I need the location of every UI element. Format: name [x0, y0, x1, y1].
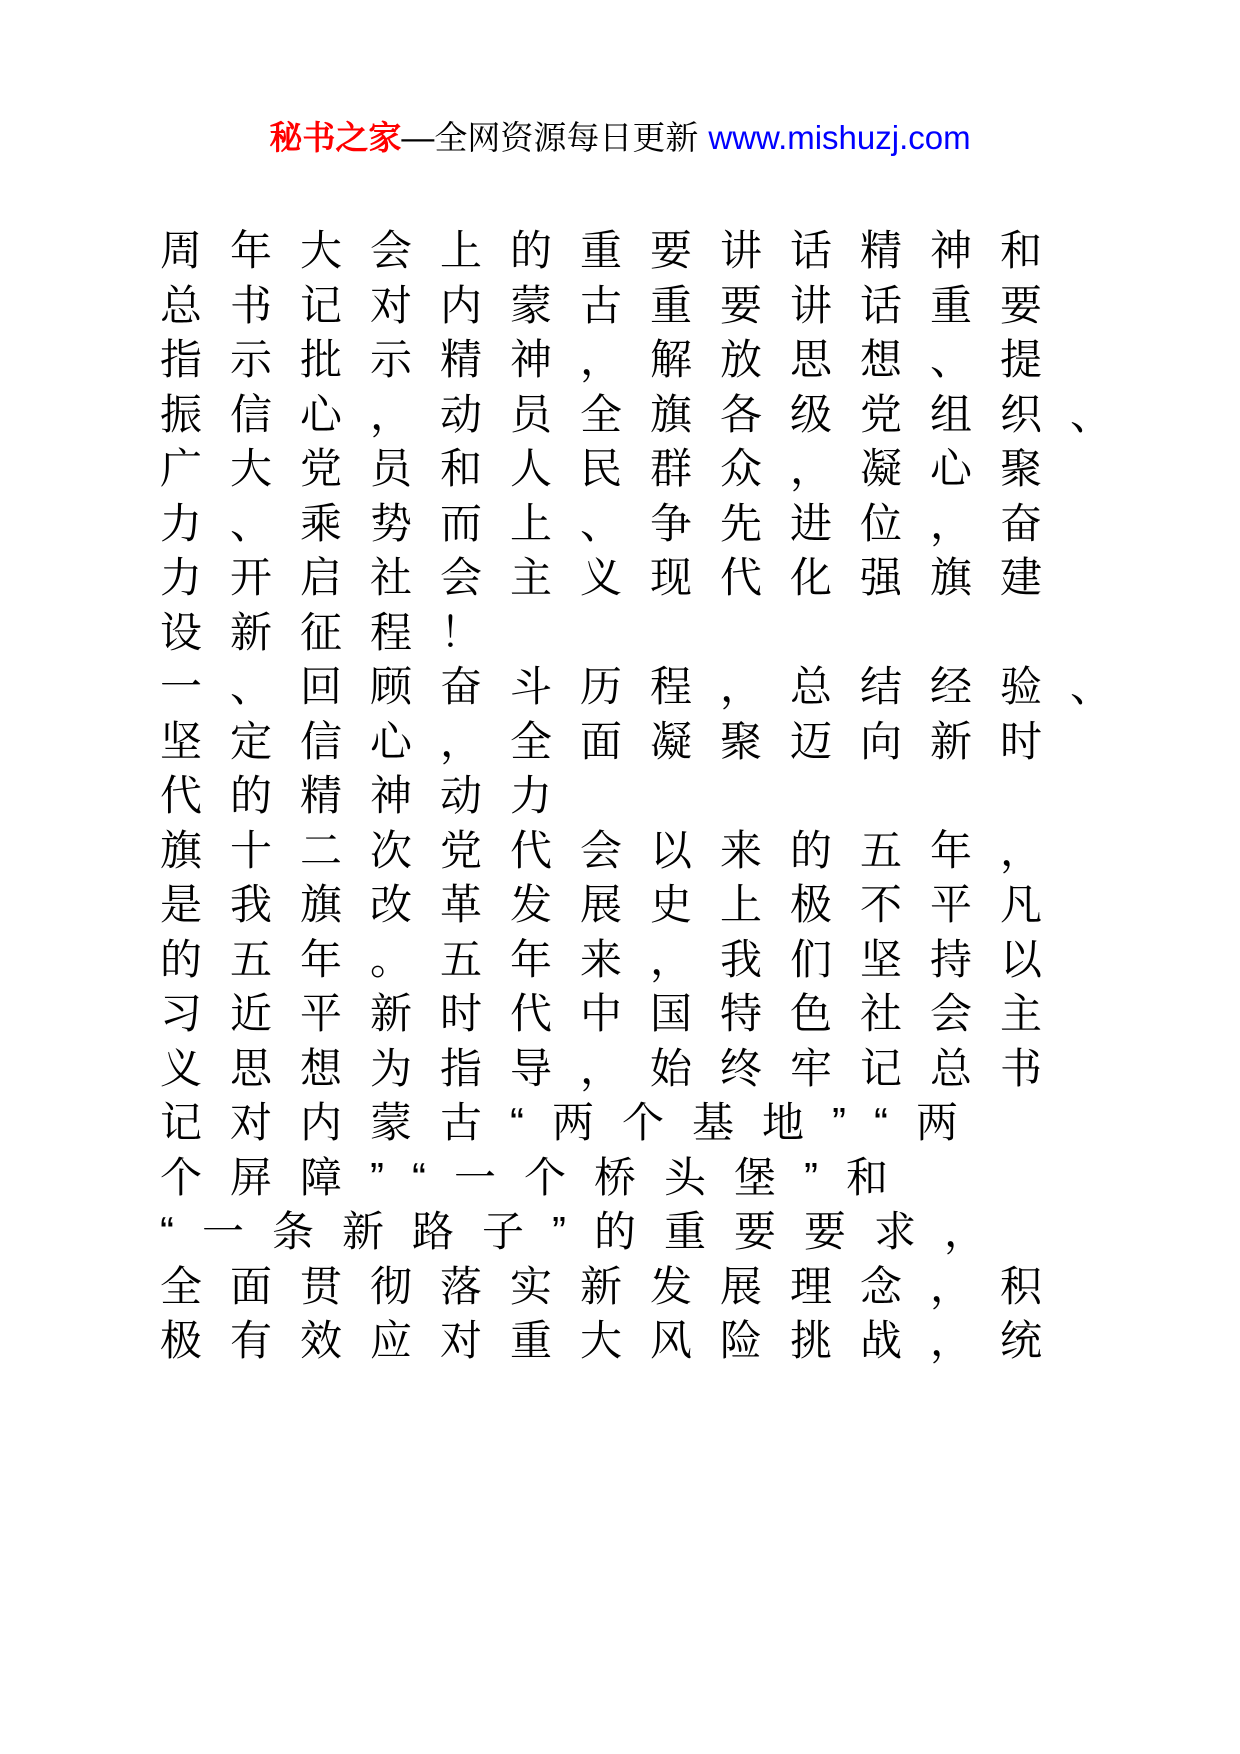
text-line: “一条新路子”的重要要求，: [160, 1208, 1014, 1255]
site-header: [0, 116, 1240, 160]
text-line: 力、乘势而上、争先进位，奋: [160, 499, 1071, 547]
text-line: 力开启社会主义现代化强旗建: [160, 554, 1071, 601]
site-url-link[interactable]: www.mishuzj.com: [708, 119, 971, 156]
text-line: 指示批示精神，解放思想、提: [160, 336, 1071, 383]
text-line: 的五年。五年来，我们坚持以: [160, 935, 1071, 983]
text-line: 设新征程！: [160, 608, 511, 656]
text-line: 习近平新时代中国特色社会主: [160, 990, 1071, 1037]
text-line: 义思想为指导，始终牢记总书: [160, 1044, 1071, 1092]
site-tagline: 全网资源每日更新: [434, 119, 699, 156]
text-line: 全面贯彻落实新发展理念，积: [160, 1262, 1071, 1310]
text-line: 是我旗改革发展史上极不平凡: [160, 881, 1071, 928]
text-line: 坚定信心，全面凝聚迈向新时: [160, 717, 1071, 765]
text-line: 记对内蒙古“两个基地”“两: [160, 1099, 986, 1146]
text-line: 总书记对内蒙古重要讲话重要: [160, 281, 1071, 329]
document-body: [160, 224, 1141, 1369]
text-line: 旗十二次党代会以来的五年，: [160, 826, 1071, 874]
text-line: 代的精神动力: [160, 772, 581, 819]
text-line: 振信心，动员全旗各级党组织、: [160, 390, 1141, 438]
text-line: 广大党员和人民群众，凝心聚: [160, 445, 1071, 492]
text-line: 一、回顾奋斗历程，总结经验、: [160, 663, 1141, 710]
text-line: 周年大会上的重要讲话精神和: [160, 227, 1071, 274]
text-line: 极有效应对重大风险挑战，统: [160, 1317, 1071, 1364]
text-line: 个屏障”“一个桥头堡”和: [160, 1153, 916, 1201]
header-dash: —: [401, 119, 435, 156]
site-brand: 秘书之家: [269, 119, 402, 156]
